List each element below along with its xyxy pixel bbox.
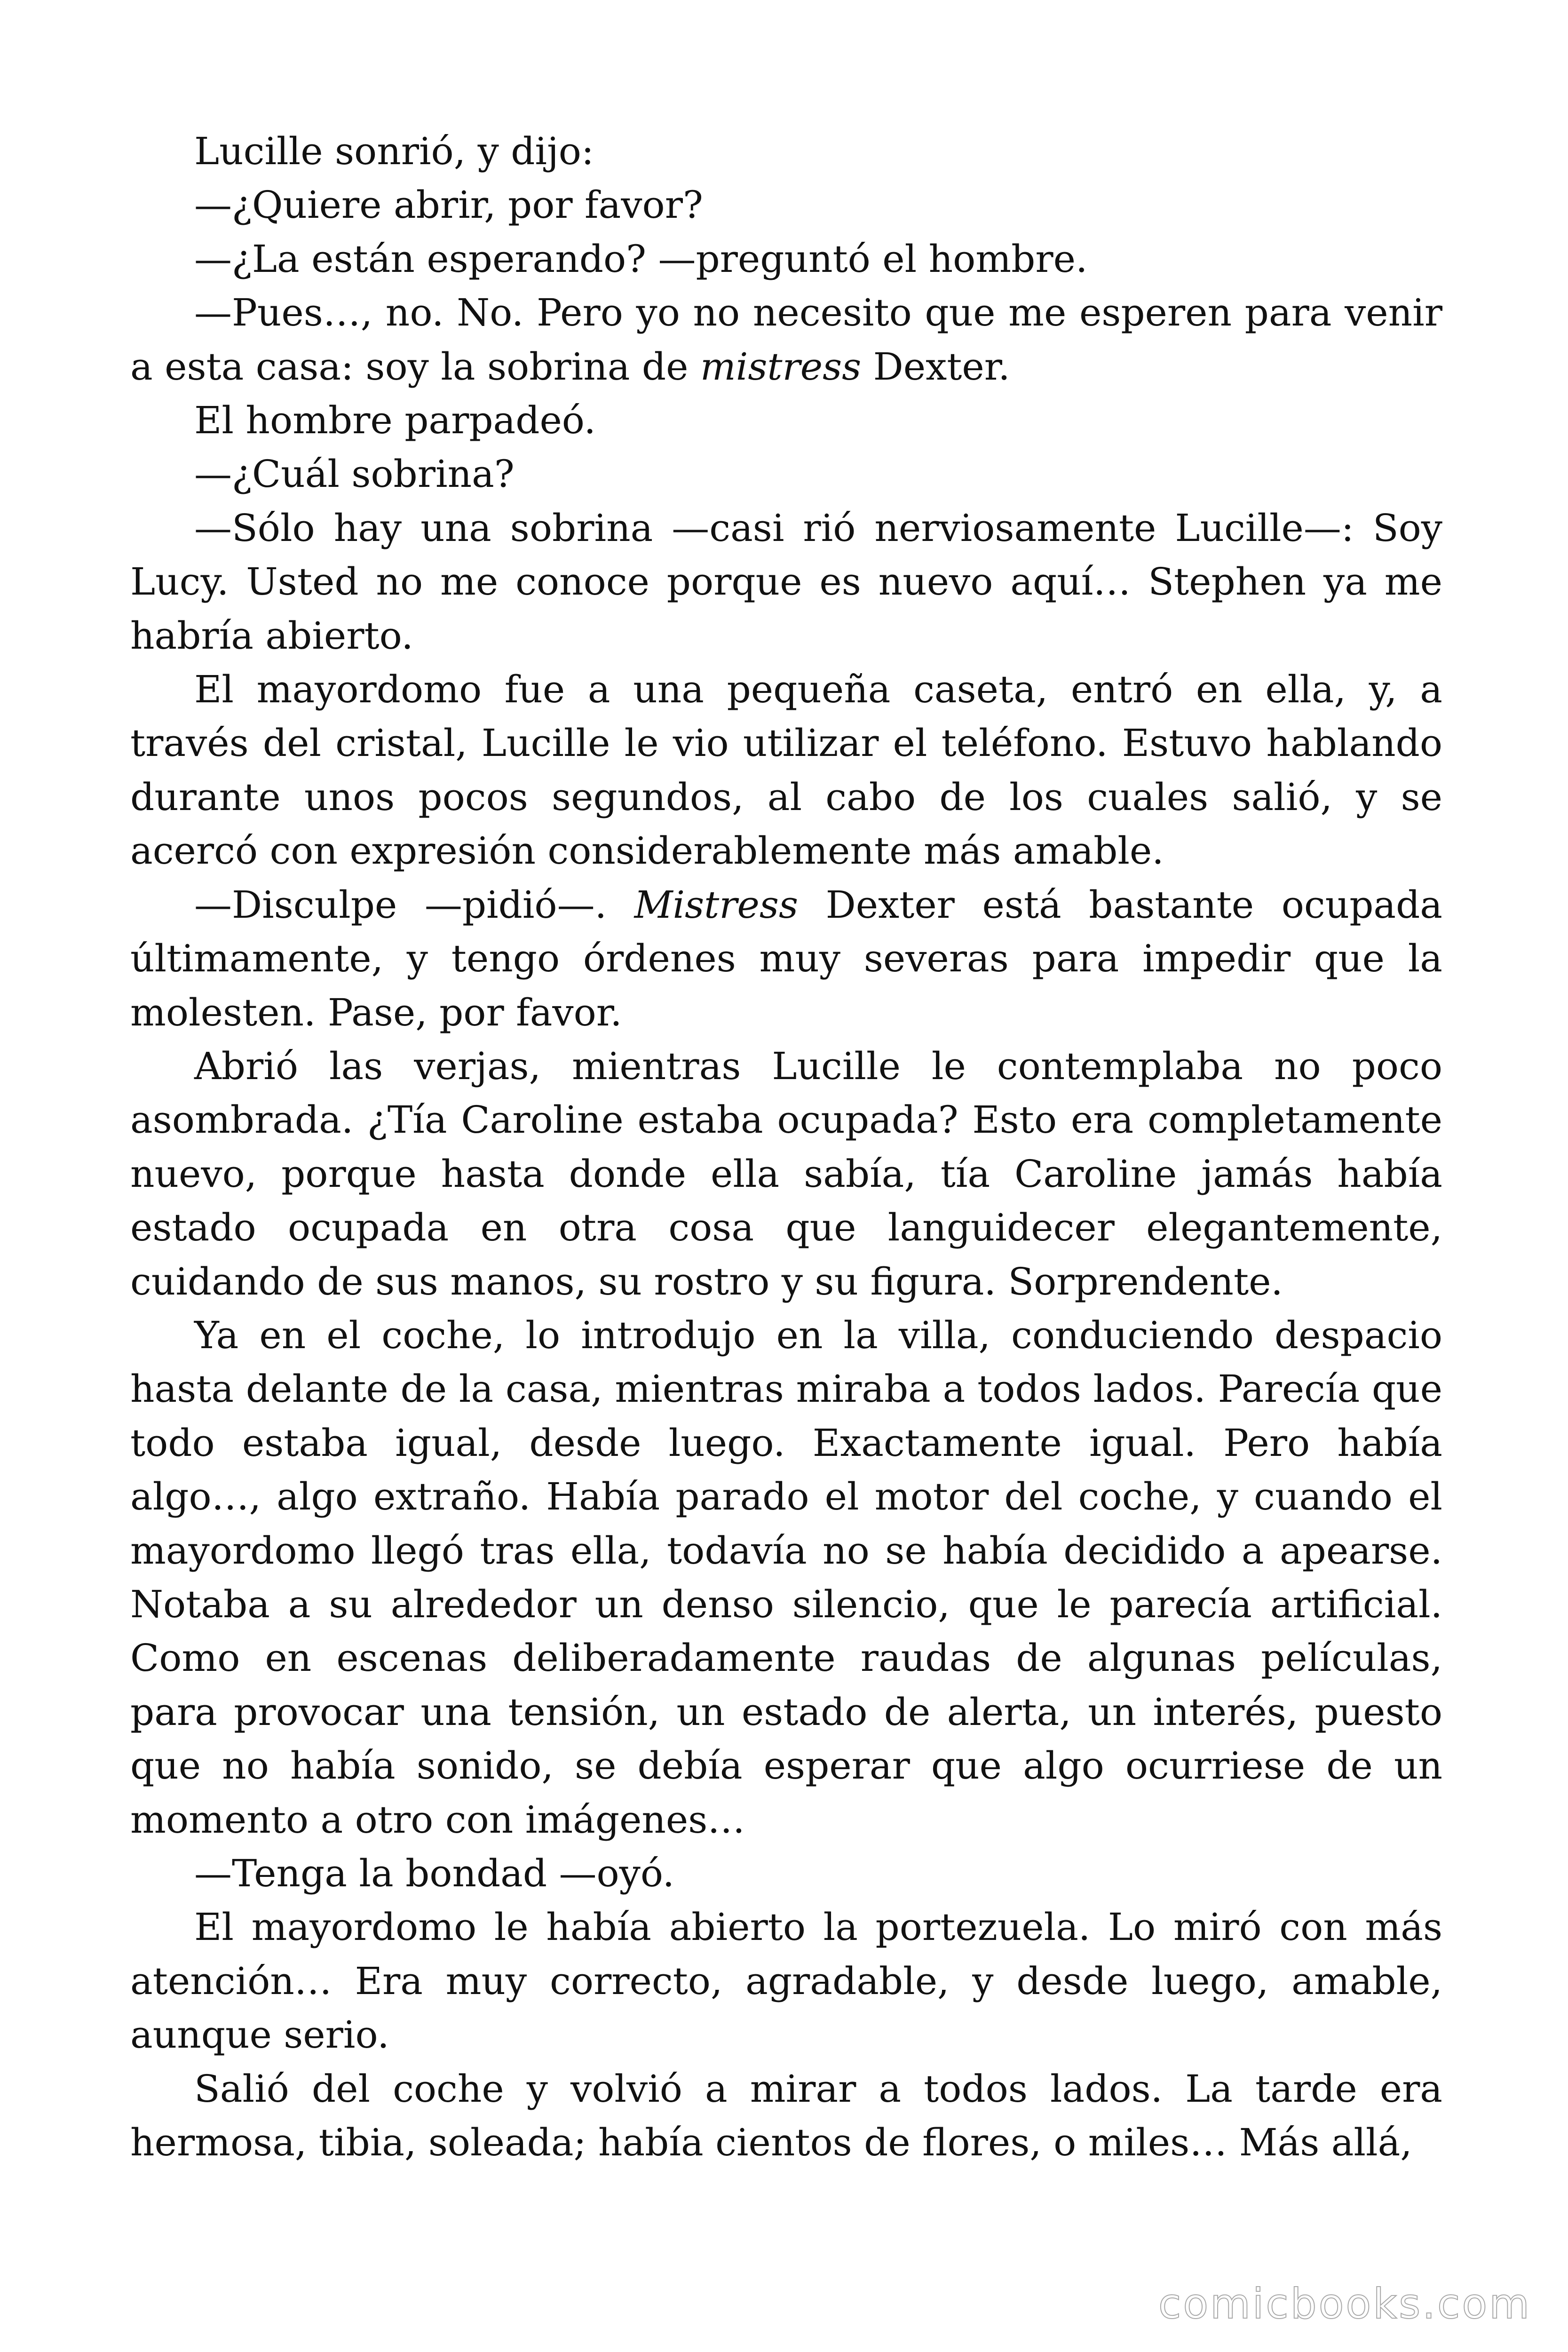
text-run: El mayordomo fue a una pequeña caseta, entró en ella, y, a través del cristal, Lucille le vio utilizar el teléfono. Estuvo hablando durante unos pocos segundos, al cabo de los cuales salió, y se acercó con expresión considerablemente más amable. (130, 667, 1442, 873)
text-run: Abrió las verjas, mientras Lucille le contemplaba no poco asombrada. ¿Tía Caroline estaba ocupada? Esto era completamente nuevo, porque hasta donde ella sabía, tía Caroline jamás había estado ocupada en otra cosa que languidecer elegantemente, cuidando de sus manos, su rostro y su figura. Sorprendente. (130, 1044, 1442, 1303)
text-run: Dexter. (861, 344, 1010, 389)
paragraph (130, 501, 1442, 663)
text-run: —Disculpe —pidió—. (194, 882, 634, 927)
text-run: Ya en el coche, lo introdujo en la villa, conduciendo despacio hasta delante de la casa, mientras miraba a todos lados. Parecía que todo estaba igual, desde luego. Exactamente igual. Pero había algo…, algo extraño. Había parado el motor del coche, y cuando el mayordomo llegó tras ella, todavía no se había decidido a apearse. Notaba a su alrededor un denso silencio, que le parecía artificial. Como en escenas deliberadamente raudas de algunas películas, para provocar una tensión, un estado de alerta, un interés, puesto que no había sonido, se debía esperar que algo ocurriese de un momento a otro con imágenes… (130, 1313, 1442, 1842)
paragraph (130, 1900, 1442, 2062)
text-run: Salió del coche y volvió a mirar a todos lados. La tarde era hermosa, tibia, soleada; había cientos de flores, o miles… Más allá, (130, 2066, 1442, 2165)
paragraph (130, 1847, 1442, 1900)
paragraph (130, 178, 1442, 232)
paragraph (130, 1309, 1442, 1847)
paragraph (130, 125, 1442, 178)
text-run: —¿Cuál sobrina? (194, 452, 515, 496)
paragraph (130, 394, 1442, 447)
text-run: —Tenga la bondad —oyó. (194, 1851, 675, 1895)
text-run: El mayordomo le había abierto la portezuela. Lo miró con más atención… Era muy correcto, agradable, y desde luego, amable, aunque serio. (130, 1905, 1442, 2057)
paragraph (130, 286, 1442, 394)
page-text (130, 125, 1442, 2169)
paragraph (130, 1040, 1442, 1309)
italic-text-run: mistress (700, 344, 862, 389)
paragraph (130, 447, 1442, 501)
text-run: —Pues…, no. No. Pero yo no necesito que me esperen para venir a esta casa: soy la sobrina de (130, 291, 1442, 389)
text-run: Lucille sonrió, y dijo: (194, 129, 594, 173)
watermark: comicbooks.com (1158, 2280, 1531, 2328)
text-run: El hombre parpadeó. (194, 398, 596, 443)
text-run: —Sólo hay una sobrina —casi rió nerviosamente Lucille—: Soy Lucy. Usted no me conoce porque es nuevo aquí… Stephen ya me habría abierto. (130, 506, 1442, 658)
text-run: —¿La están esperando? —preguntó el hombre. (194, 237, 1088, 281)
paragraph (130, 2062, 1442, 2170)
text-run: —¿Quiere abrir, por favor? (194, 183, 703, 227)
paragraph (130, 232, 1442, 286)
paragraph (130, 663, 1442, 878)
paragraph (130, 878, 1442, 1040)
italic-text-run: Mistress (634, 882, 798, 927)
text-run: Dexter está bastante ocupada últimamente, y tengo órdenes muy severas para impedir que la molesten. Pase, por favor. (130, 882, 1443, 1034)
